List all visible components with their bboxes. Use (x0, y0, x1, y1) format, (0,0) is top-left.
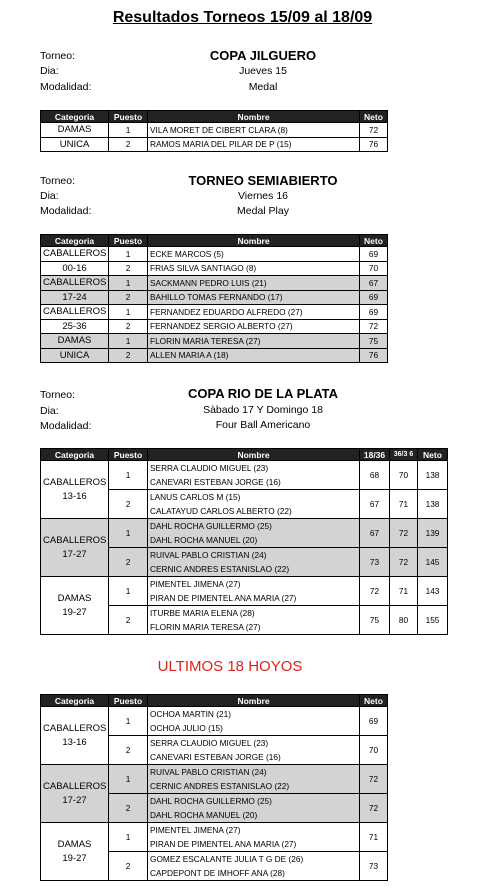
modalidad-value: Medal (248, 81, 278, 93)
nombre-cell: ALLEN MARIA A (18) (148, 348, 360, 363)
table-row (41, 276, 388, 291)
header-neto: Neto (360, 235, 388, 247)
table-row (41, 261, 388, 276)
puesto-cell: 1 (109, 123, 148, 138)
categoria-cell: DAMAS (41, 123, 109, 138)
results-table-3 (40, 448, 448, 635)
puesto-cell: 1 (109, 823, 148, 852)
nombre-cell: VILA MORET DE CIBERT CLARA (8) (148, 123, 360, 138)
neto-cell: 70 (360, 261, 388, 276)
neto-cell: 69 (360, 305, 388, 320)
table-row (41, 348, 388, 363)
neto-cell: 138 (418, 490, 448, 519)
nombre-cell: ITURBE MARIA ELENA (28) FLORIN MARIA TERESA (27) (148, 606, 360, 635)
page-title: Resultados Torneos 15/09 al 18/09 (112, 9, 373, 26)
ultimos-heading: ULTIMOS 18 HOYOS (157, 658, 303, 675)
r2-cell: 72 (390, 519, 418, 548)
dia-value: Viernes 16 (237, 190, 288, 202)
table-row (41, 319, 388, 334)
torneo-label: Torneo: (40, 175, 76, 187)
puesto-cell: 2 (109, 794, 148, 823)
nombre-cell: FERNANDEZ SERGIO ALBERTO (27) (148, 319, 360, 334)
table-row (41, 123, 388, 138)
r1-cell: 67 (360, 519, 390, 548)
header-nombre: Nombre (148, 235, 360, 247)
header-nombre: Nombre (148, 449, 360, 461)
dia-value: Sàbado 17 Y Domingo 18 (203, 404, 323, 416)
modalidad-label: Modalidad: (40, 81, 92, 93)
categoria-cell: DAMAS (41, 334, 109, 349)
nombre-cell: GOMEZ ESCALANTE JULIA T G DE (26) CAPDEPONT DE IMHOFF ANA (28) (148, 852, 360, 881)
neto-cell: 139 (418, 519, 448, 548)
table-row (41, 461, 448, 490)
categoria-cell: CABALLEROS 13-16 (41, 707, 109, 765)
neto-cell: 138 (418, 461, 448, 490)
header-categoria: Categoria (41, 111, 109, 123)
r1-cell: 75 (360, 606, 390, 635)
header-18-36: 18/36 (360, 449, 390, 461)
table-row (41, 823, 388, 852)
puesto-cell: 2 (109, 548, 148, 577)
nombre-cell: SERRA CLAUDIO MIGUEL (23) CANEVARI ESTEBAN JORGE (16) (148, 736, 360, 765)
header-neto: Neto (418, 449, 448, 461)
neto-cell: 75 (360, 334, 388, 349)
header-puesto: Puesto (109, 449, 148, 461)
table-row (41, 707, 388, 736)
nombre-cell: FLORIN MARIA TERESA (27) (148, 334, 360, 349)
neto-cell: 145 (418, 548, 448, 577)
neto-cell: 69 (360, 290, 388, 305)
header-nombre: Nombre (148, 695, 360, 707)
header-neto: Neto (360, 695, 388, 707)
header-puesto: Puesto (109, 695, 148, 707)
categoria-cell: 25-36 (41, 319, 109, 334)
neto-cell: 71 (360, 823, 388, 852)
puesto-cell: 1 (109, 461, 148, 490)
modalidad-value: Four Ball Americano (215, 419, 311, 431)
puesto-cell: 1 (109, 707, 148, 736)
results-table-2 (40, 234, 388, 363)
neto-cell: 76 (360, 348, 388, 363)
nombre-cell: LANUS CARLOS M (15) CALATAYUD CARLOS ALBERTO (22) (148, 490, 360, 519)
table-row (41, 137, 388, 152)
categoria-cell: DAMAS 19-27 (41, 577, 109, 635)
table-row (41, 519, 448, 548)
puesto-cell: 1 (109, 247, 148, 262)
dia-label: Dia: (40, 190, 59, 202)
dia-value: Jueves 15 (239, 65, 287, 77)
r1-cell: 68 (360, 461, 390, 490)
results-table-4 (40, 694, 388, 881)
puesto-cell: 1 (109, 519, 148, 548)
puesto-cell: 2 (109, 290, 148, 305)
table-row (41, 334, 388, 349)
dia-label: Dia: (40, 405, 59, 417)
neto-cell: 69 (360, 247, 388, 262)
puesto-cell: 2 (109, 348, 148, 363)
puesto-cell: 1 (109, 334, 148, 349)
categoria-cell: CABALLEROS 13-16 (41, 461, 109, 519)
categoria-cell: 17-24 (41, 290, 109, 305)
r1-cell: 72 (360, 577, 390, 606)
neto-cell: 69 (360, 707, 388, 736)
puesto-cell: 2 (109, 319, 148, 334)
nombre-cell: RAMOS MARIA DEL PILAR DE P (15) (148, 137, 360, 152)
categoria-cell: CABALLEROS (41, 276, 109, 291)
nombre-cell: FERNANDEZ EDUARDO ALFREDO (27) (148, 305, 360, 320)
categoria-cell: DAMAS 19-27 (41, 823, 109, 881)
table-row (41, 765, 388, 794)
r2-cell: 80 (390, 606, 418, 635)
puesto-cell: 1 (109, 765, 148, 794)
nombre-cell: SERRA CLAUDIO MIGUEL (23) CANEVARI ESTEBAN JORGE (16) (148, 461, 360, 490)
header-nombre: Nombre (148, 111, 360, 123)
categoria-cell: CABALLEROS 17-27 (41, 519, 109, 577)
torneo-name: COPA JILGUERO (209, 48, 317, 63)
modalidad-value: Medal Play (237, 205, 289, 217)
nombre-cell: DAHL ROCHA GUILLERMO (25) DAHL ROCHA MANUEL (20) (148, 794, 360, 823)
categoria-cell: CABALLEROS (41, 305, 109, 320)
categoria-cell: CABALLEROS (41, 247, 109, 262)
header-categoria: Categoria (41, 695, 109, 707)
torneo-name: TORNEO SEMIABIERTO (188, 173, 338, 188)
table-row (41, 290, 388, 305)
nombre-cell: FRIAS SILVA SANTIAGO (8) (148, 261, 360, 276)
table-row (41, 577, 448, 606)
nombre-cell: ECKE MARCOS (5) (148, 247, 360, 262)
header-puesto: Puesto (109, 111, 148, 123)
r2-cell: 70 (390, 461, 418, 490)
puesto-cell: 1 (109, 276, 148, 291)
puesto-cell: 2 (109, 606, 148, 635)
nombre-cell: SACKMANN PEDRO LUIS (21) (148, 276, 360, 291)
nombre-cell: RUIVAL PABLO CRISTIAN (24) CERNIC ANDRES ESTANISLAO (22) (148, 765, 360, 794)
categoria-cell: UNICA (41, 137, 109, 152)
neto-cell: 143 (418, 577, 448, 606)
puesto-cell: 2 (109, 137, 148, 152)
categoria-cell: UNICA (41, 348, 109, 363)
table-row (41, 247, 388, 262)
categoria-cell: CABALLEROS 17-27 (41, 765, 109, 823)
neto-cell: 72 (360, 765, 388, 794)
nombre-cell: RUIVAL PABLO CRISTIAN (24) CERNIC ANDRES ESTANISLAO (22) (148, 548, 360, 577)
neto-cell: 76 (360, 137, 388, 152)
torneo-label: Torneo: (40, 389, 76, 401)
header-categoria: Categoria (41, 449, 109, 461)
header-puesto: Puesto (109, 235, 148, 247)
puesto-cell: 2 (109, 261, 148, 276)
neto-cell: 72 (360, 319, 388, 334)
puesto-cell: 1 (109, 577, 148, 606)
puesto-cell: 1 (109, 305, 148, 320)
neto-cell: 70 (360, 736, 388, 765)
neto-cell: 72 (360, 123, 388, 138)
nombre-cell: PIMENTEL JIMENA (27) PIRAN DE PIMENTEL ANA MARIA (27) (148, 823, 360, 852)
puesto-cell: 2 (109, 490, 148, 519)
modalidad-label: Modalidad: (40, 205, 92, 217)
categoria-cell: 00-16 (41, 261, 109, 276)
neto-cell: 67 (360, 276, 388, 291)
nombre-cell: DAHL ROCHA GUILLERMO (25) DAHL ROCHA MANUEL (20) (148, 519, 360, 548)
r2-cell: 71 (390, 577, 418, 606)
r1-cell: 67 (360, 490, 390, 519)
r1-cell: 73 (360, 548, 390, 577)
nombre-cell: OCHOA MARTIN (21) OCHOA JULIO (15) (148, 707, 360, 736)
puesto-cell: 2 (109, 852, 148, 881)
table-row (41, 305, 388, 320)
neto-cell: 72 (360, 794, 388, 823)
puesto-cell: 2 (109, 736, 148, 765)
header-categoria: Categoria (41, 235, 109, 247)
dia-label: Dia: (40, 65, 59, 77)
header-neto: Neto (360, 111, 388, 123)
r2-cell: 72 (390, 548, 418, 577)
nombre-cell: PIMENTEL JIMENA (27) PIRAN DE PIMENTEL ANA MARIA (27) (148, 577, 360, 606)
torneo-label: Torneo: (40, 50, 76, 62)
modalidad-label: Modalidad: (40, 420, 92, 432)
results-table-1 (40, 110, 388, 152)
torneo-name: COPA RIO DE LA PLATA (188, 386, 338, 401)
neto-cell: 155 (418, 606, 448, 635)
header-36-36: 36/3 6 (390, 449, 418, 461)
r2-cell: 71 (390, 490, 418, 519)
nombre-cell: BAHILLO TOMAS FERNANDO (17) (148, 290, 360, 305)
neto-cell: 73 (360, 852, 388, 881)
